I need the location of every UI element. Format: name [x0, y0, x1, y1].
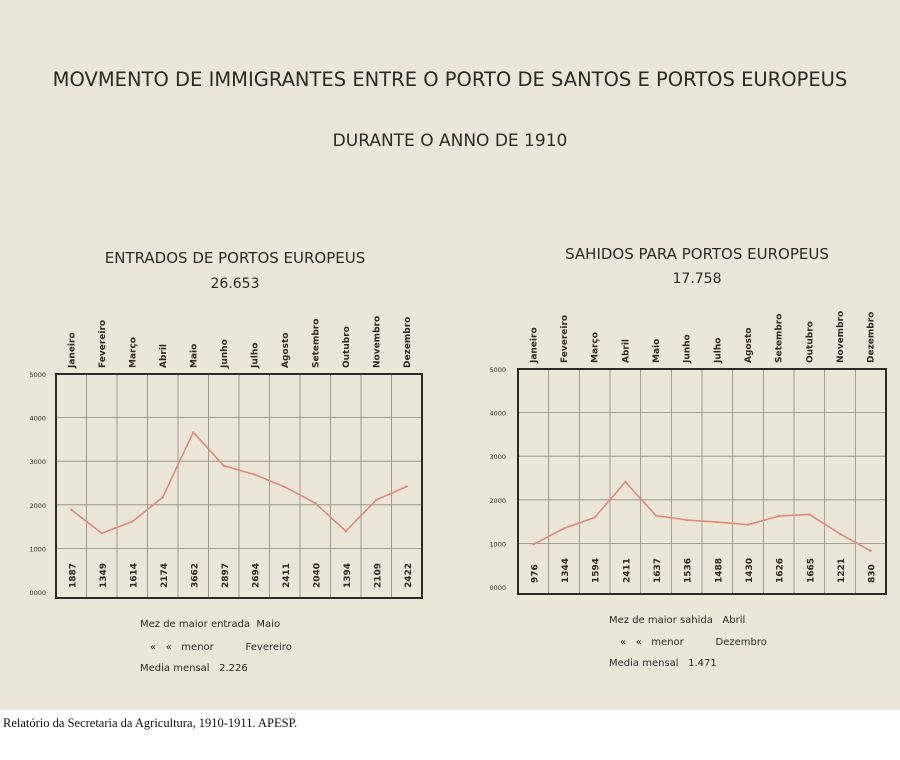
y-tick-label: 1000: [29, 545, 46, 554]
data-label: 1665: [806, 557, 817, 583]
data-point: [563, 527, 565, 529]
chart-total-entrados: 26.653: [210, 276, 260, 292]
y-tick-label: 0000: [29, 589, 46, 597]
x-tick-label: Abril: [158, 343, 169, 368]
data-label: 1394: [342, 562, 353, 588]
data-label: 2411: [622, 557, 633, 583]
data-point: [375, 499, 377, 501]
chart-entrados: [29, 316, 422, 598]
x-tick-label: Julho: [713, 337, 724, 363]
x-tick-label: Dezembro: [402, 316, 413, 368]
x-tick-label: Março: [590, 332, 601, 363]
data-point: [869, 550, 871, 552]
x-tick-label: Outubro: [805, 321, 816, 363]
x-tick-label: Julho: [250, 342, 261, 368]
data-label: 1614: [129, 562, 140, 588]
data-label: 1344: [561, 557, 571, 583]
data-point: [253, 473, 255, 475]
chart-sahidos: [489, 311, 886, 594]
x-tick-label: Outubro: [341, 326, 352, 368]
data-label: 3662: [190, 562, 201, 588]
data-label: 1626: [775, 557, 786, 583]
x-tick-label: Novembro: [372, 315, 383, 368]
figure-caption: Relatório da Secretaria da Agricultura, 1910-1911. APESP.: [3, 716, 298, 730]
note-entrados-3: Media mensal 2.226: [140, 663, 248, 674]
x-tick-label: Janeiro: [67, 332, 78, 368]
note-entrados-2: « « menor Fevereiro: [150, 642, 292, 653]
x-tick-label: Junho: [682, 334, 693, 363]
y-tick-label: 5000: [489, 366, 506, 374]
data-point: [839, 533, 841, 535]
data-point: [314, 502, 316, 504]
y-tick-label: 2000: [29, 501, 46, 510]
x-tick-label: Fevereiro: [560, 314, 570, 363]
data-label: 2694: [251, 562, 262, 588]
data-label: 2040: [312, 562, 323, 588]
x-tick-label: Maio: [189, 343, 200, 368]
x-tick-label: Janeiro: [529, 327, 540, 363]
document-subtitle: DURANTE O ANNO DE 1910: [332, 131, 568, 151]
data-label: 2411: [281, 562, 292, 588]
y-tick-label: 4000: [489, 409, 506, 418]
note-sahidos-3: Media mensal 1.471: [609, 658, 717, 669]
y-tick-label: 2000: [489, 496, 506, 505]
data-point: [223, 464, 225, 466]
x-tick-label: Abril: [621, 338, 632, 363]
x-tick-label: Junho: [219, 339, 230, 368]
data-point: [131, 520, 133, 522]
y-tick-label: 4000: [29, 414, 46, 423]
data-point: [655, 514, 657, 516]
data-label: 2174: [159, 562, 170, 588]
data-label: 1221: [837, 557, 847, 583]
x-tick-label: Fevereiro: [97, 319, 108, 368]
data-point: [345, 530, 347, 532]
note-entrados-1: Mez de maior entrada Maio: [140, 619, 281, 630]
x-tick-label: Setembro: [311, 318, 322, 368]
x-tick-label: Setembro: [774, 313, 785, 363]
chart-title-entrados: ENTRADOS DE PORTOS EUROPEUS: [104, 249, 366, 267]
data-label: 1488: [714, 557, 725, 583]
data-label: 1637: [653, 557, 663, 583]
data-point: [685, 519, 687, 521]
data-label: 1349: [98, 562, 109, 588]
y-tick-label: 0000: [489, 584, 506, 592]
x-tick-label: Dezembro: [866, 311, 877, 363]
data-point: [192, 431, 194, 433]
data-label: 830: [867, 564, 878, 583]
document-title: MOVMENTO DE IMMIGRANTES ENTRE O PORTO DE SANTOS E PORTOS EUROPEUS: [52, 68, 848, 91]
y-tick-label: 1000: [489, 540, 506, 549]
data-label: 976: [530, 564, 541, 583]
data-point: [70, 509, 72, 511]
y-tick-label: 5000: [29, 371, 46, 379]
data-label: 2897: [220, 562, 231, 588]
x-tick-label: Agosto: [744, 327, 754, 363]
note-sahidos-1: Mez de maior sahida Abril: [609, 615, 746, 626]
data-point: [593, 516, 595, 518]
data-label: 1536: [683, 557, 694, 583]
x-tick-label: Maio: [652, 338, 662, 363]
x-tick-label: Agosto: [280, 332, 291, 368]
data-label: 1887: [68, 562, 79, 588]
data-point: [747, 523, 749, 525]
data-label: 1430: [745, 557, 755, 583]
y-tick-label: 3000: [29, 458, 46, 467]
data-label: 1594: [591, 557, 602, 583]
data-point: [808, 513, 810, 515]
data-point: [162, 496, 164, 498]
data-point: [777, 515, 779, 517]
data-point: [624, 481, 626, 483]
note-sahidos-2: « « menor Dezembro: [620, 637, 767, 648]
x-tick-label: Março: [128, 337, 139, 368]
y-tick-label: 3000: [489, 453, 506, 462]
x-tick-label: Novembro: [836, 310, 846, 363]
data-point: [101, 532, 103, 534]
chart-total-sahidos: 17.758: [672, 271, 722, 287]
data-point: [716, 521, 718, 523]
data-label: 2109: [373, 562, 384, 588]
data-point: [406, 485, 408, 487]
data-label: 2422: [403, 562, 414, 588]
data-point: [284, 486, 286, 488]
data-point: [532, 543, 534, 545]
chart-title-sahidos: SAHIDOS PARA PORTOS EUROPEUS: [565, 245, 829, 263]
